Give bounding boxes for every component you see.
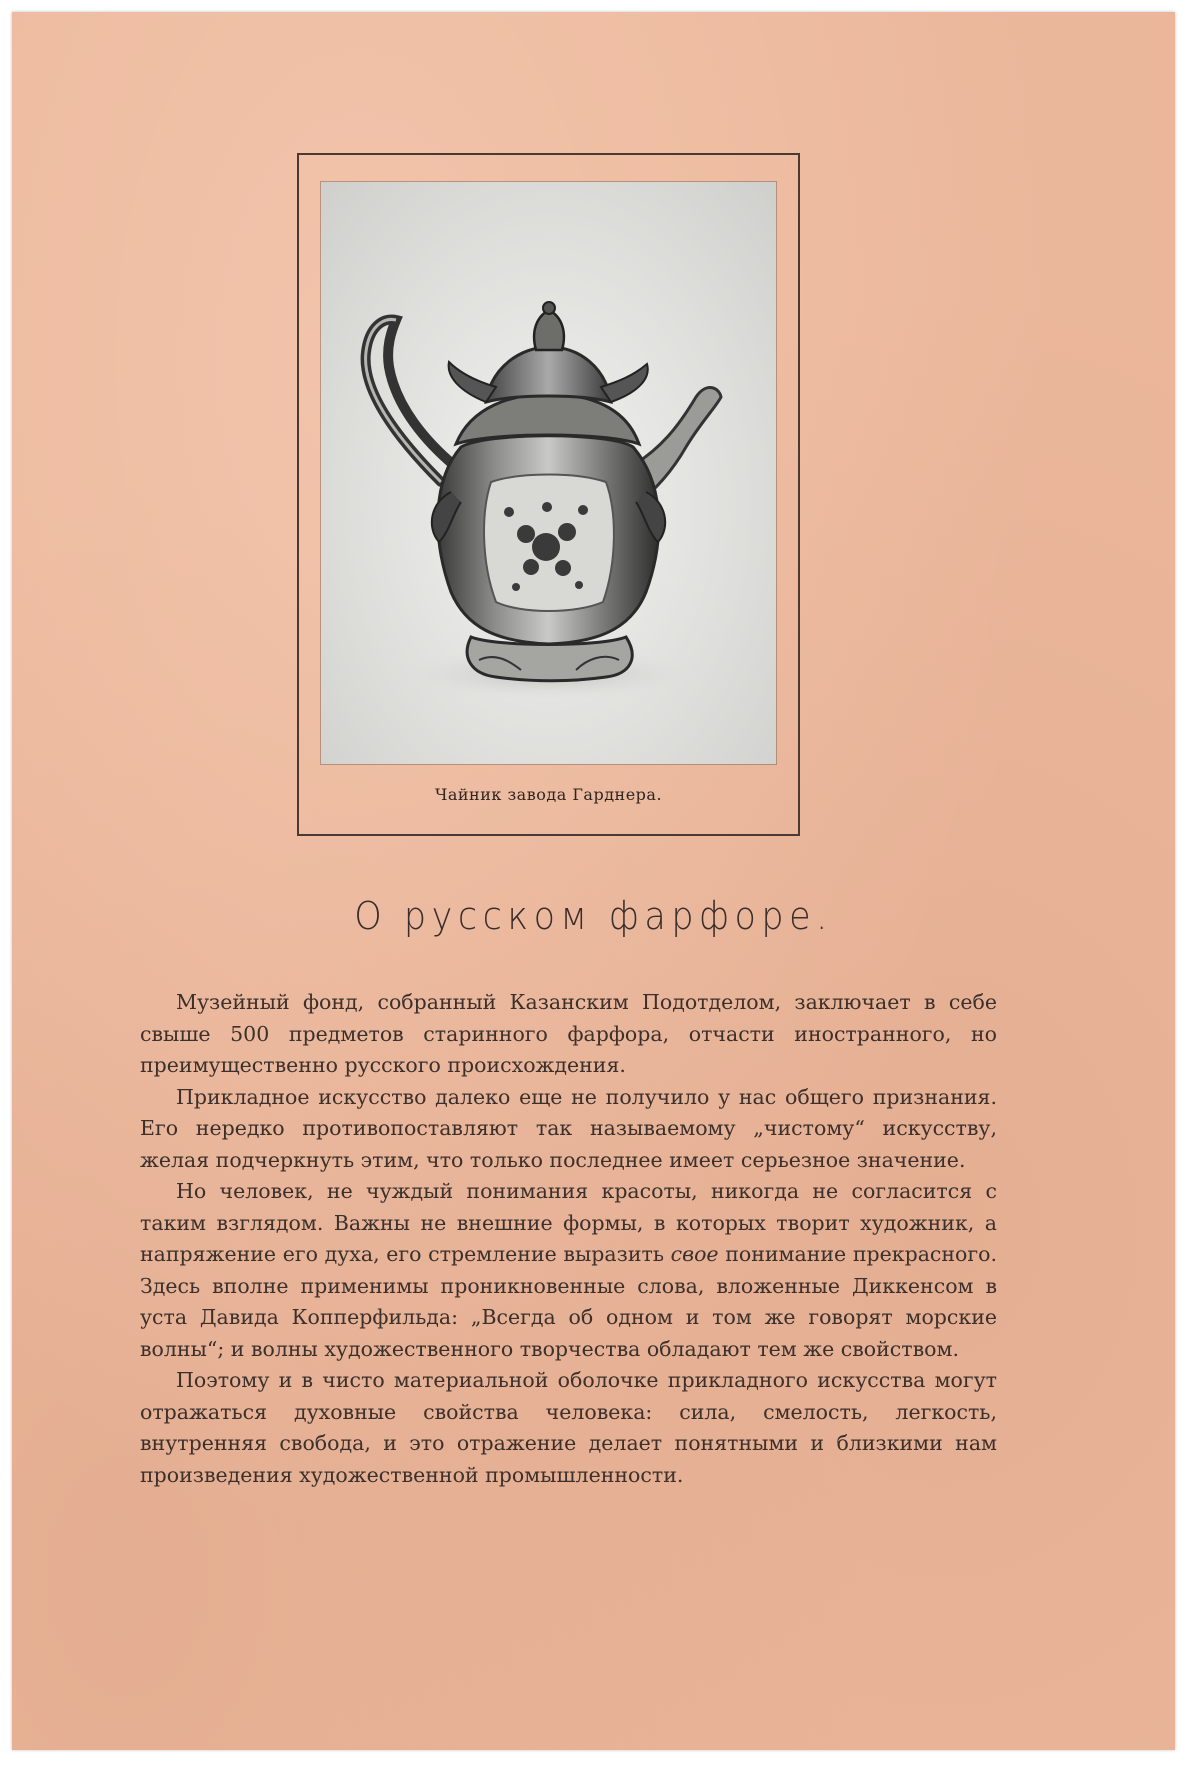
paragraph-4: Поэтому и в чисто материальной оболочке прикладного искусства могут отражаться духовные свойства человека: сила, смелость, легкость, внутренняя свобода, и это отражение делает понятными и близкими нам произведения художественной промышленности.	[140, 1368, 997, 1487]
paragraph-2: Прикладное искусство далеко еще не получило у нас общего признания. Его нередко противопоставляют так называемому „чистому“ искусству, желая подчеркнуть этим, что только последнее имеет серьезное значение.	[140, 1084, 997, 1172]
paragraph-3-lead: Но человек, не чуждый понимания красоты, никогда не согласится с таким взглядом. Важны не внешние формы, в которых творит художник, а напряжение его духа, его стремление выразить	[140, 1179, 997, 1266]
teapot-illustration	[321, 182, 776, 764]
paragraph-1: Музейный фонд, собранный Казанским Подотделом, заключает в себе свыше 500 предметов старинного фарфора, отчасти иностранного, но преимущественно русского происхождения.	[140, 990, 997, 1077]
article-title: О русском фарфоре.	[354, 894, 833, 938]
paragraph-3-emphasis: свое	[670, 1242, 719, 1266]
article-body	[140, 987, 997, 1491]
illustration-frame	[297, 153, 800, 836]
illustration-caption: Чайник завода Гарднера.	[434, 785, 663, 804]
printed-page	[12, 12, 1175, 1750]
paragraph-3-rest: понимание прекрасного. Здесь вполне применимы проникновенные слова, вложенные Диккенсом в уста Давида Копперфильда: „Всегда об одном и том же говорят морские волны“; и волны художественного творчества обладают тем же свойством.	[140, 1242, 997, 1361]
teapot-photograph	[321, 182, 776, 764]
paragraph-3	[140, 1176, 997, 1365]
